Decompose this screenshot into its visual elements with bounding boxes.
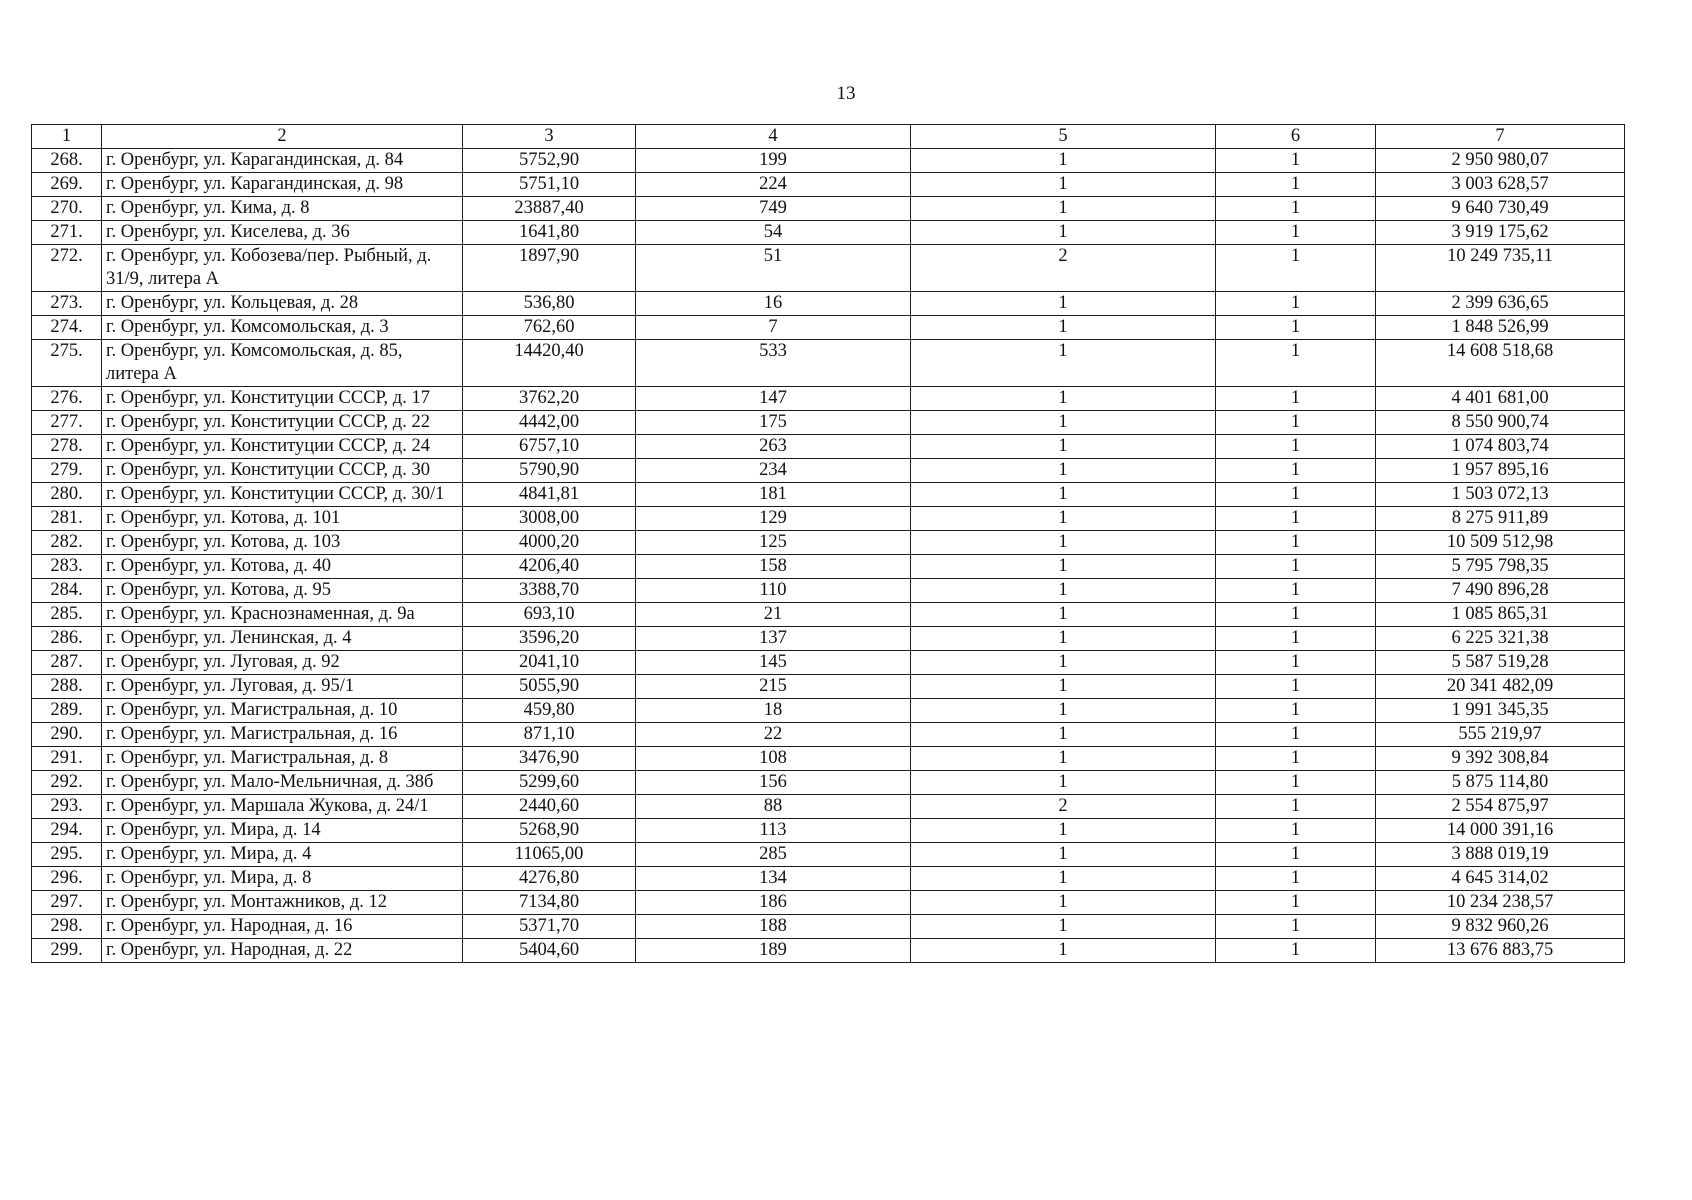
amount-value: 6 225 321,38 — [1376, 627, 1625, 651]
address: г. Оренбург, ул. Народная, д. 22 — [102, 939, 463, 963]
row-number: 288. — [32, 675, 102, 699]
residents-count: 7 — [636, 316, 911, 340]
column-6-value: 1 — [1216, 340, 1376, 387]
column-5-value: 1 — [911, 891, 1216, 915]
area-value: 4442,00 — [463, 411, 636, 435]
area-value: 7134,80 — [463, 891, 636, 915]
table-row — [32, 340, 1625, 387]
row-number: 274. — [32, 316, 102, 340]
row-number: 270. — [32, 197, 102, 221]
table-row — [32, 939, 1625, 963]
residents-count: 145 — [636, 651, 911, 675]
area-value: 4841,81 — [463, 483, 636, 507]
residents-count: 51 — [636, 245, 911, 292]
column-6-value: 1 — [1216, 435, 1376, 459]
residents-count: 16 — [636, 292, 911, 316]
amount-value: 555 219,97 — [1376, 723, 1625, 747]
column-5-value: 1 — [911, 292, 1216, 316]
address: г. Оренбург, ул. Конституции СССР, д. 30/1 — [102, 483, 463, 507]
address: г. Оренбург, ул. Мира, д. 4 — [102, 843, 463, 867]
column-6-value: 1 — [1216, 939, 1376, 963]
area-value: 3388,70 — [463, 579, 636, 603]
row-number: 278. — [32, 435, 102, 459]
address: г. Оренбург, ул. Конституции СССР, д. 17 — [102, 387, 463, 411]
address: г. Оренбург, ул. Мало-Мельничная, д. 38б — [102, 771, 463, 795]
column-5-value: 1 — [911, 651, 1216, 675]
area-value: 4000,20 — [463, 531, 636, 555]
column-5-value: 1 — [911, 340, 1216, 387]
address: г. Оренбург, ул. Магистральная, д. 10 — [102, 699, 463, 723]
row-number: 283. — [32, 555, 102, 579]
amount-value: 1 991 345,35 — [1376, 699, 1625, 723]
amount-value: 2 554 875,97 — [1376, 795, 1625, 819]
address: г. Оренбург, ул. Кольцевая, д. 28 — [102, 292, 463, 316]
column-5-value: 1 — [911, 939, 1216, 963]
address: г. Оренбург, ул. Конституции СССР, д. 30 — [102, 459, 463, 483]
column-5-value: 1 — [911, 149, 1216, 173]
amount-value: 20 341 482,09 — [1376, 675, 1625, 699]
amount-value: 14 608 518,68 — [1376, 340, 1625, 387]
area-value: 1897,90 — [463, 245, 636, 292]
row-number: 272. — [32, 245, 102, 292]
row-number: 297. — [32, 891, 102, 915]
table-row — [32, 149, 1625, 173]
row-number: 281. — [32, 507, 102, 531]
table-row — [32, 387, 1625, 411]
area-value: 5055,90 — [463, 675, 636, 699]
address: г. Оренбург, ул. Магистральная, д. 16 — [102, 723, 463, 747]
amount-value: 10 249 735,11 — [1376, 245, 1625, 292]
amount-value: 13 676 883,75 — [1376, 939, 1625, 963]
amount-value: 8 275 911,89 — [1376, 507, 1625, 531]
column-5-value: 1 — [911, 387, 1216, 411]
table-row — [32, 675, 1625, 699]
address: г. Оренбург, ул. Карагандинская, д. 98 — [102, 173, 463, 197]
column-6-value: 1 — [1216, 173, 1376, 197]
column-5-value: 1 — [911, 459, 1216, 483]
area-value: 536,80 — [463, 292, 636, 316]
residents-count: 175 — [636, 411, 911, 435]
column-6-value: 1 — [1216, 149, 1376, 173]
column-6-value: 1 — [1216, 245, 1376, 292]
row-number: 295. — [32, 843, 102, 867]
row-number: 289. — [32, 699, 102, 723]
table-row — [32, 891, 1625, 915]
area-value: 3596,20 — [463, 627, 636, 651]
column-6-value: 1 — [1216, 316, 1376, 340]
column-header: 3 — [463, 125, 636, 149]
address: г. Оренбург, ул. Луговая, д. 95/1 — [102, 675, 463, 699]
address: г. Оренбург, ул. Магистральная, д. 8 — [102, 747, 463, 771]
residents-count: 199 — [636, 149, 911, 173]
amount-value: 5 875 114,80 — [1376, 771, 1625, 795]
table-row — [32, 435, 1625, 459]
column-5-value: 1 — [911, 675, 1216, 699]
column-5-value: 1 — [911, 747, 1216, 771]
table-row — [32, 483, 1625, 507]
column-header: 2 — [102, 125, 463, 149]
column-5-value: 1 — [911, 435, 1216, 459]
residents-count: 224 — [636, 173, 911, 197]
row-number: 296. — [32, 867, 102, 891]
residents-count: 189 — [636, 939, 911, 963]
amount-value: 3 919 175,62 — [1376, 221, 1625, 245]
area-value: 762,60 — [463, 316, 636, 340]
column-6-value: 1 — [1216, 555, 1376, 579]
column-6-value: 1 — [1216, 699, 1376, 723]
amount-value: 9 392 308,84 — [1376, 747, 1625, 771]
column-header: 5 — [911, 125, 1216, 149]
column-6-value: 1 — [1216, 579, 1376, 603]
column-6-value: 1 — [1216, 723, 1376, 747]
address: г. Оренбург, ул. Конституции СССР, д. 24 — [102, 435, 463, 459]
column-5-value: 1 — [911, 555, 1216, 579]
column-6-value: 1 — [1216, 197, 1376, 221]
table-row — [32, 843, 1625, 867]
row-number: 298. — [32, 915, 102, 939]
column-5-value: 1 — [911, 699, 1216, 723]
column-6-value: 1 — [1216, 819, 1376, 843]
column-5-value: 1 — [911, 867, 1216, 891]
amount-value: 7 490 896,28 — [1376, 579, 1625, 603]
table-header — [32, 125, 1625, 149]
page-number: 13 — [836, 83, 856, 104]
table-row — [32, 173, 1625, 197]
amount-value: 5 587 519,28 — [1376, 651, 1625, 675]
header-row — [32, 125, 1625, 149]
column-6-value: 1 — [1216, 915, 1376, 939]
area-value: 5751,10 — [463, 173, 636, 197]
address: г. Оренбург, ул. Монтажников, д. 12 — [102, 891, 463, 915]
amount-value: 1 085 865,31 — [1376, 603, 1625, 627]
column-5-value: 1 — [911, 221, 1216, 245]
table-row — [32, 555, 1625, 579]
row-number: 294. — [32, 819, 102, 843]
address: г. Оренбург, ул. Киселева, д. 36 — [102, 221, 463, 245]
column-5-value: 2 — [911, 245, 1216, 292]
column-6-value: 1 — [1216, 747, 1376, 771]
residents-count: 533 — [636, 340, 911, 387]
row-number: 290. — [32, 723, 102, 747]
area-value: 1641,80 — [463, 221, 636, 245]
amount-value: 8 550 900,74 — [1376, 411, 1625, 435]
residents-count: 18 — [636, 699, 911, 723]
area-value: 5371,70 — [463, 915, 636, 939]
column-5-value: 1 — [911, 819, 1216, 843]
table-row — [32, 627, 1625, 651]
row-number: 273. — [32, 292, 102, 316]
table-row — [32, 316, 1625, 340]
residents-count: 110 — [636, 579, 911, 603]
residents-count: 188 — [636, 915, 911, 939]
area-value: 5752,90 — [463, 149, 636, 173]
area-value: 4206,40 — [463, 555, 636, 579]
residents-count: 129 — [636, 507, 911, 531]
column-6-value: 1 — [1216, 843, 1376, 867]
column-6-value: 1 — [1216, 221, 1376, 245]
column-5-value: 1 — [911, 627, 1216, 651]
amount-value: 4 645 314,02 — [1376, 867, 1625, 891]
amount-value: 1 074 803,74 — [1376, 435, 1625, 459]
row-number: 277. — [32, 411, 102, 435]
address: г. Оренбург, ул. Кобозева/пер. Рыбный, д. 31/9, литера А — [102, 245, 463, 292]
residents-count: 181 — [636, 483, 911, 507]
residents-count: 147 — [636, 387, 911, 411]
amount-value: 9 640 730,49 — [1376, 197, 1625, 221]
amount-value: 5 795 798,35 — [1376, 555, 1625, 579]
amount-value: 9 832 960,26 — [1376, 915, 1625, 939]
row-number: 276. — [32, 387, 102, 411]
area-value: 5268,90 — [463, 819, 636, 843]
row-number: 282. — [32, 531, 102, 555]
row-number: 279. — [32, 459, 102, 483]
residents-count: 22 — [636, 723, 911, 747]
table-row — [32, 603, 1625, 627]
address: г. Оренбург, ул. Краснознаменная, д. 9а — [102, 603, 463, 627]
amount-value: 1 503 072,13 — [1376, 483, 1625, 507]
residents-count: 21 — [636, 603, 911, 627]
column-6-value: 1 — [1216, 292, 1376, 316]
address: г. Оренбург, ул. Комсомольская, д. 85, литера А — [102, 340, 463, 387]
column-5-value: 2 — [911, 795, 1216, 819]
address: г. Оренбург, ул. Луговая, д. 92 — [102, 651, 463, 675]
row-number: 299. — [32, 939, 102, 963]
address: г. Оренбург, ул. Конституции СССР, д. 22 — [102, 411, 463, 435]
table-row — [32, 795, 1625, 819]
table-row — [32, 723, 1625, 747]
area-value: 14420,40 — [463, 340, 636, 387]
area-value: 6757,10 — [463, 435, 636, 459]
table-row — [32, 197, 1625, 221]
table-row — [32, 221, 1625, 245]
column-6-value: 1 — [1216, 867, 1376, 891]
table-row — [32, 771, 1625, 795]
residents-count: 88 — [636, 795, 911, 819]
column-6-value: 1 — [1216, 603, 1376, 627]
row-number: 286. — [32, 627, 102, 651]
residents-count: 156 — [636, 771, 911, 795]
table-body — [32, 149, 1625, 963]
column-header: 1 — [32, 125, 102, 149]
row-number: 291. — [32, 747, 102, 771]
area-value: 3762,20 — [463, 387, 636, 411]
amount-value: 2 950 980,07 — [1376, 149, 1625, 173]
amount-value: 10 509 512,98 — [1376, 531, 1625, 555]
column-6-value: 1 — [1216, 459, 1376, 483]
area-value: 11065,00 — [463, 843, 636, 867]
address: г. Оренбург, ул. Кима, д. 8 — [102, 197, 463, 221]
column-header: 7 — [1376, 125, 1625, 149]
address: г. Оренбург, ул. Карагандинская, д. 84 — [102, 149, 463, 173]
residents-count: 749 — [636, 197, 911, 221]
address: г. Оренбург, ул. Котова, д. 101 — [102, 507, 463, 531]
address: г. Оренбург, ул. Ленинская, д. 4 — [102, 627, 463, 651]
column-5-value: 1 — [911, 507, 1216, 531]
column-5-value: 1 — [911, 411, 1216, 435]
area-value: 5299,60 — [463, 771, 636, 795]
data-table — [31, 124, 1625, 963]
table-row — [32, 531, 1625, 555]
amount-value: 1 957 895,16 — [1376, 459, 1625, 483]
table-row — [32, 867, 1625, 891]
column-5-value: 1 — [911, 197, 1216, 221]
column-header: 6 — [1216, 125, 1376, 149]
residents-count: 263 — [636, 435, 911, 459]
column-5-value: 1 — [911, 483, 1216, 507]
amount-value: 2 399 636,65 — [1376, 292, 1625, 316]
area-value: 3476,90 — [463, 747, 636, 771]
address: г. Оренбург, ул. Котова, д. 103 — [102, 531, 463, 555]
amount-value: 4 401 681,00 — [1376, 387, 1625, 411]
address: г. Оренбург, ул. Мира, д. 8 — [102, 867, 463, 891]
residents-count: 108 — [636, 747, 911, 771]
area-value: 693,10 — [463, 603, 636, 627]
row-number: 284. — [32, 579, 102, 603]
column-5-value: 1 — [911, 723, 1216, 747]
residents-count: 158 — [636, 555, 911, 579]
area-value: 2440,60 — [463, 795, 636, 819]
area-value: 2041,10 — [463, 651, 636, 675]
address: г. Оренбург, ул. Народная, д. 16 — [102, 915, 463, 939]
table-row — [32, 459, 1625, 483]
address: г. Оренбург, ул. Котова, д. 40 — [102, 555, 463, 579]
amount-value: 3 003 628,57 — [1376, 173, 1625, 197]
row-number: 271. — [32, 221, 102, 245]
column-5-value: 1 — [911, 843, 1216, 867]
residents-count: 285 — [636, 843, 911, 867]
row-number: 268. — [32, 149, 102, 173]
column-5-value: 1 — [911, 603, 1216, 627]
table-row — [32, 507, 1625, 531]
table-row — [32, 747, 1625, 771]
area-value: 871,10 — [463, 723, 636, 747]
column-5-value: 1 — [911, 316, 1216, 340]
column-6-value: 1 — [1216, 483, 1376, 507]
column-6-value: 1 — [1216, 507, 1376, 531]
row-number: 292. — [32, 771, 102, 795]
column-6-value: 1 — [1216, 411, 1376, 435]
residents-count: 215 — [636, 675, 911, 699]
row-number: 285. — [32, 603, 102, 627]
column-6-value: 1 — [1216, 795, 1376, 819]
table-row — [32, 292, 1625, 316]
row-number: 280. — [32, 483, 102, 507]
table-row — [32, 245, 1625, 292]
table-row — [32, 819, 1625, 843]
address: г. Оренбург, ул. Маршала Жукова, д. 24/1 — [102, 795, 463, 819]
area-value: 4276,80 — [463, 867, 636, 891]
table-row — [32, 699, 1625, 723]
column-6-value: 1 — [1216, 651, 1376, 675]
column-5-value: 1 — [911, 173, 1216, 197]
residents-count: 234 — [636, 459, 911, 483]
residents-count: 125 — [636, 531, 911, 555]
column-header: 4 — [636, 125, 911, 149]
residents-count: 137 — [636, 627, 911, 651]
table-row — [32, 915, 1625, 939]
area-value: 5790,90 — [463, 459, 636, 483]
area-value: 459,80 — [463, 699, 636, 723]
area-value: 23887,40 — [463, 197, 636, 221]
amount-value: 14 000 391,16 — [1376, 819, 1625, 843]
table-row — [32, 579, 1625, 603]
column-5-value: 1 — [911, 531, 1216, 555]
column-6-value: 1 — [1216, 627, 1376, 651]
residents-count: 113 — [636, 819, 911, 843]
column-6-value: 1 — [1216, 387, 1376, 411]
address: г. Оренбург, ул. Котова, д. 95 — [102, 579, 463, 603]
column-6-value: 1 — [1216, 891, 1376, 915]
column-6-value: 1 — [1216, 531, 1376, 555]
address: г. Оренбург, ул. Комсомольская, д. 3 — [102, 316, 463, 340]
residents-count: 186 — [636, 891, 911, 915]
address: г. Оренбург, ул. Мира, д. 14 — [102, 819, 463, 843]
row-number: 287. — [32, 651, 102, 675]
row-number: 275. — [32, 340, 102, 387]
amount-value: 1 848 526,99 — [1376, 316, 1625, 340]
amount-value: 3 888 019,19 — [1376, 843, 1625, 867]
residents-count: 54 — [636, 221, 911, 245]
area-value: 5404,60 — [463, 939, 636, 963]
column-6-value: 1 — [1216, 771, 1376, 795]
row-number: 269. — [32, 173, 102, 197]
table-row — [32, 651, 1625, 675]
amount-value: 10 234 238,57 — [1376, 891, 1625, 915]
table-row — [32, 411, 1625, 435]
residents-count: 134 — [636, 867, 911, 891]
row-number: 293. — [32, 795, 102, 819]
column-5-value: 1 — [911, 771, 1216, 795]
area-value: 3008,00 — [463, 507, 636, 531]
column-5-value: 1 — [911, 915, 1216, 939]
column-5-value: 1 — [911, 579, 1216, 603]
column-6-value: 1 — [1216, 675, 1376, 699]
